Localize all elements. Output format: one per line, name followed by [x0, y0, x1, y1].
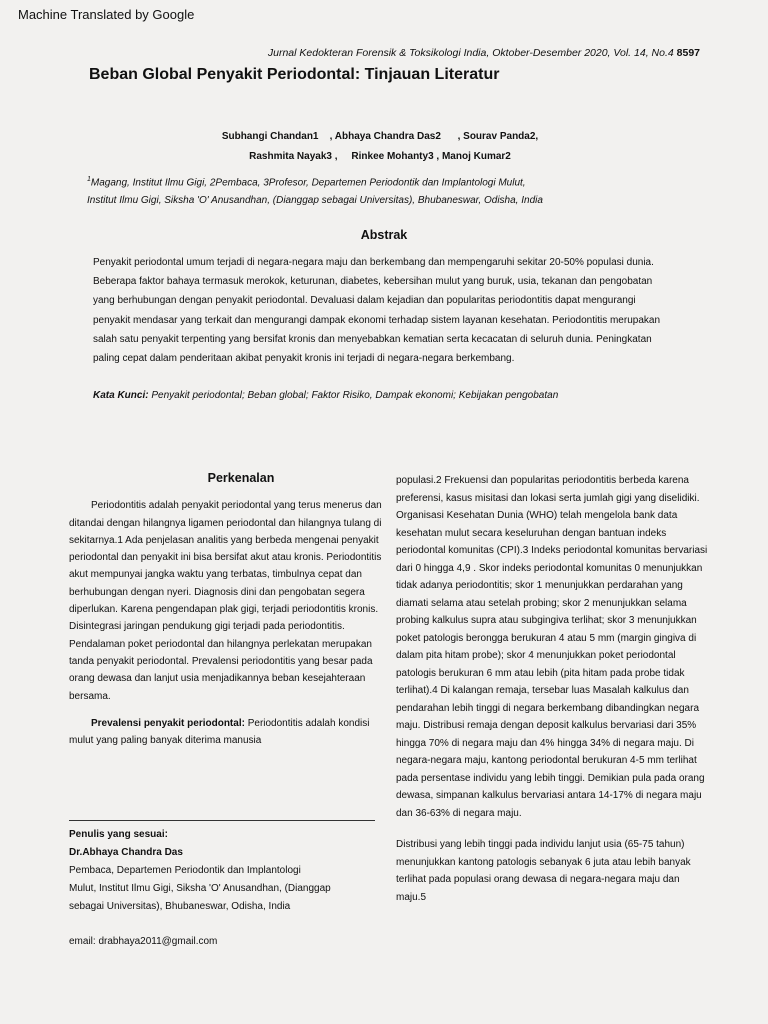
right-column — [396, 472, 708, 906]
keywords — [93, 390, 558, 401]
right-column-paragraph-2: Distribusi yang lebih tinggi pada individu lanjut usia (65-75 tahun) menunjukkan kantong patologis sebanyak 6 juta atau lebih banyak terlihat pada populasi orang dewasa di negara-negara maju dan maju.5 — [396, 839, 691, 903]
introduction-text: Periodontitis adalah penyakit periodontal yang terus menerus dan ditandai dengan hilangnya ligamen periodontal dan hilangnya tulang di sekitarnya.1 Ada penjelasan analitis yang berbeda mengenai penyakit periodontal dan penyakit ini bisa bersifat akut atau kronis. Periodontitis akut mempunyai jangka waktu yang terbatas, timbulnya cepat dan berhubungan dengan nyeri. Diagnosis dini dan pengobatan segera diperlukan. Karena pengendapan plak gigi, terjadi periodontitis kronis. Disintegrasi jaringan pendukung gigi terjadi pada periodontitis. Pendalaman poket periodontal dan hilangnya perlekatan merupakan tanda penyakit periodontal. Prevalensi periodontitis yang besar pada orang dewasa dan lanjut usia menjadikannya beban kesejahteraan bersama. — [69, 500, 382, 702]
corresponding-author-name: Dr.Abhaya Chandra Das — [69, 847, 183, 858]
corresponding-author-email: email: drabhaya2011@gmail.com — [69, 936, 218, 947]
introduction-heading: Perkenalan — [207, 471, 275, 485]
author-list-line-1: Subhangi Chandan1 , Abhaya Chandra Das2 , Sourav Panda2, — [221, 131, 539, 142]
prevalence-label: Prevalensi penyakit periodontal: — [91, 717, 245, 729]
journal-citation-text: Jurnal Kedokteran Forensik & Toksikologi India, Oktober-Desember 2020, Vol. 14, No.4 — [267, 47, 674, 59]
keywords-text: Penyakit periodontal; Beban global; Faktor Risiko, Dampak ekonomi; Kebijakan pengobatan — [148, 390, 559, 401]
introduction-paragraph — [69, 497, 387, 705]
right-column-paragraph-1: populasi.2 Frekuensi dan popularitas periodontitis berbeda karena preferensi, kasus misitasi dan lokasi serta jumlah gigi yang diselidiki. Organisasi Kesehatan Dunia (WHO) telah mengelola bank data kesehatan mulut secara keseluruhan dengan bantuan indeks periodontal komunitas (CPI).3 Indeks periodontal komunitas bervariasi dari 0 hingga 4,9 . Skor indeks periodontal komunitas 0 menunjukkan tidak adanya periodontitis; skor 1 menunjukkan perdarahan yang diamati selama atau setelah probing; skor 2 menunjukkan selama probing kalkulus supra atau subgingiva terlihat; skor 3 menunjukkan poket patologis berongga berukuran 4 atau 5 mm (margin gingiva di dalam pita hitam probe); skor 4 menunjukkan poket periodontal patologis berukuran 6 mm atau lebih (pita hitam pada probe tidak terlihat).4 Di kalangan remaja, tersebar luas Masalah kalkulus dan pendarahan lebih tinggi di negara berkembang dibandingkan negara maju. Distribusi remaja dengan deposit kalkulus bervariasi dari 35% hingga 70% di negara maju dan 4% hingga 34% di negara maju. Di negara-negara maju, kantong periodontal berukuran 4-5 mm terlihat pada persentase individu yang lebih tinggi. Demikian pula pada orang dewasa, simpanan kalkulus bervariasi antara 14-17% di negara maju dan 36-63% di negara maju. — [396, 475, 708, 819]
corresponding-author-affil-2: Mulut, Institut Ilmu Gigi, Siksha 'O' Anusandhan, (Dianggap — [69, 883, 331, 894]
prevalence-paragraph — [69, 715, 387, 750]
left-column — [69, 470, 387, 749]
corresponding-author — [69, 826, 389, 916]
corresponding-author-affil-3: sebagai Universitas), Bhubaneswar, Odisha, India — [69, 901, 291, 912]
affiliation-text-1: Magang, Institut Ilmu Gigi, 2Pembaca, 3Profesor, Departemen Periodontik dan Implantologi Mulut, — [90, 177, 526, 189]
footnote-divider — [69, 820, 375, 821]
page-number: 8597 — [676, 47, 700, 59]
corresponding-author-label: Penulis yang sesuai: — [69, 829, 168, 840]
article-title: Beban Global Penyakit Periodontal: Tinjauan Literatur — [89, 66, 500, 83]
affiliation-line-1 — [87, 176, 526, 188]
corresponding-author-affil-1: Pembaca, Departemen Periodontik dan Implantologi — [69, 865, 301, 876]
abstract-heading: Abstrak — [360, 228, 408, 242]
affiliation-line-2: Institut Ilmu Gigi, Siksha 'O' Anusandhan, (Dianggap sebagai Universitas), Bhubaneswar, Odisha, India — [87, 195, 543, 206]
machine-translation-banner: Machine Translated by Google — [18, 7, 195, 22]
keywords-label: Kata Kunci: — [93, 390, 149, 401]
abstract-body: Penyakit periodontal umum terjadi di negara-negara maju dan berkembang dan mempengaruhi sekitar 20-50% populasi dunia. Beberapa faktor bahaya termasuk merokok, keturunan, diabetes, kebersihan mulut yang buruk, usia, tekanan dan pengobatan yang berhubungan dengan penyakit periodontal. Devaluasi dalam kejadian dan popularitas periodontitis dapat mengurangi penyakit mendasar yang terkait dan mengurangi dampak ekonomi terhadap sistem layanan kesehatan. Periodontitis merupakan salah satu penyakit terpenting yang bersifat kronis dan menyebabkan kematian serta kecacatan di seluruh dunia. Peningkatan paling cepat dalam penderitaan akibat penyakit kronis ini terjadi di negara-negara berkembang. — [93, 257, 661, 365]
author-list-line-2: Rashmita Nayak3 , Rinkee Mohanty3 , Manoj Kumar2 — [249, 151, 511, 162]
journal-citation — [268, 47, 700, 59]
prevalence-text: Periodontitis adalah kondisi mulut yang paling banyak diterima manusia — [69, 717, 370, 747]
affiliation-mark: 1 — [87, 176, 91, 183]
